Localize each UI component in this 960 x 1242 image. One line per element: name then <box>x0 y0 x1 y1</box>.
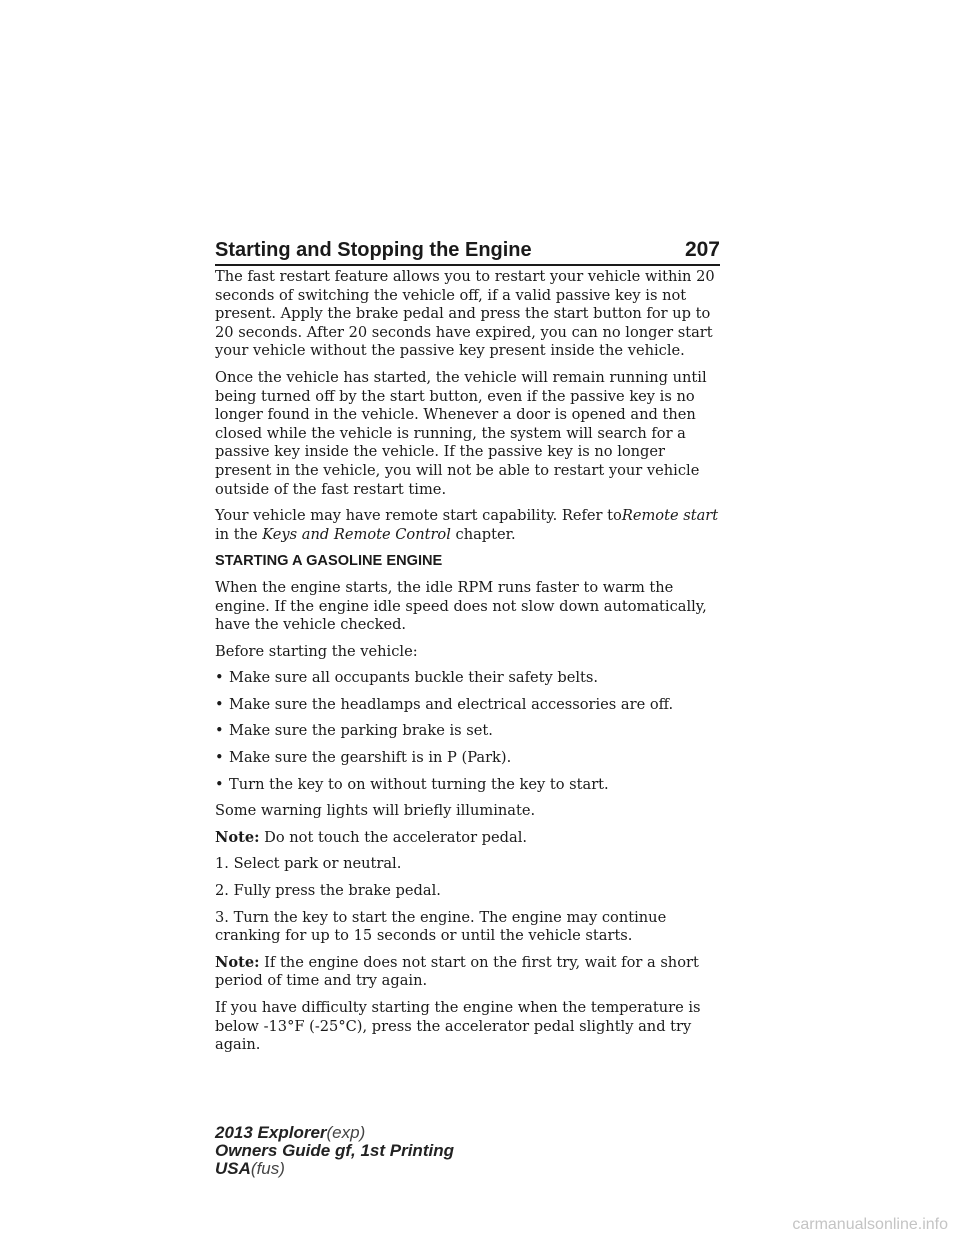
page-content <box>215 268 723 1063</box>
print-footer <box>215 1124 454 1178</box>
note-accelerator <box>215 829 723 848</box>
bullet-text: Make sure the parking brake is set. <box>229 722 493 740</box>
list-item <box>215 696 723 715</box>
footer-guide: Owners Guide gf, 1st Printing <box>215 1141 454 1160</box>
paragraph-before-starting: Before starting the vehicle: <box>215 642 418 660</box>
footer-model-code: (exp) <box>326 1123 366 1142</box>
footer-line-3 <box>215 1160 454 1178</box>
paragraph-passive-key: Once the vehicle has started, the vehicle will remain running until being turned off by the start button, even if the passive key is no longer found in the vehicle. Whenever a door is opened and then closed while the vehicle is running, the system will search for a passive key inside the vehicle. If the passive key is no longer present in the vehicle, you will not be able to restart your vehicle outside of the fast restart time. <box>215 368 707 498</box>
footer-market-code: (fus) <box>250 1159 285 1178</box>
bullet-marker: • <box>215 722 224 740</box>
list-item <box>215 776 723 795</box>
note-text: Do not touch the accelerator pedal. <box>259 828 528 846</box>
footer-line-1 <box>215 1124 454 1142</box>
list-item <box>215 722 723 741</box>
bullet-marker: • <box>215 749 224 767</box>
note-label: Note: <box>215 953 260 971</box>
bullet-marker: • <box>215 775 224 793</box>
paragraph-warning-lights: Some warning lights will briefly illuminate. <box>215 802 536 820</box>
bullet-text: Make sure the headlamps and electrical accessories are off. <box>229 695 674 713</box>
bullet-marker: • <box>215 669 224 687</box>
list-item <box>215 749 723 768</box>
page-number: 207 <box>684 238 720 261</box>
paragraph-remote-start <box>215 507 723 544</box>
remote-start-text-c: chapter. <box>450 525 516 543</box>
remote-start-text-b: in the <box>215 525 258 543</box>
step-3: 3. Turn the key to start the engine. The engine may continue cranking for up to 15 seconds or until the vehicle starts. <box>215 908 667 945</box>
bullet-marker: • <box>215 695 224 713</box>
bullet-text: Make sure the gearshift is in P (Park). <box>229 749 512 767</box>
paragraph-cold-start: If you have difficulty starting the engine when the temperature is below -13°F (-25°C), press the accelerator pedal slightly and try again. <box>215 999 701 1054</box>
chapter-title: Starting and Stopping the Engine <box>215 239 532 261</box>
remote-start-ref: Remote start <box>621 507 719 525</box>
paragraph-fast-restart: The fast restart feature allows you to restart your vehicle within 20 seconds of switching the vehicle off, if a valid passive key is not present. Apply the brake pedal and press the start button for up to 20 seconds. After 20 seconds have expired, you can no longer start your vehicle without the passive key present inside the vehicle. <box>215 268 715 360</box>
footer-model: 2013 Explorer <box>215 1123 327 1142</box>
note-retry <box>215 954 723 991</box>
note-text: If the engine does not start on the first try, wait for a short period of time and try again. <box>215 953 699 990</box>
list-item <box>215 669 723 688</box>
note-label: Note: <box>215 828 260 846</box>
watermark: carmanualsonline.info <box>792 1216 948 1233</box>
footer-market: USA <box>215 1159 251 1178</box>
remote-start-text-a: Your vehicle may have remote start capability. Refer to <box>215 507 622 525</box>
bullet-text: Turn the key to on without turning the key to start. <box>229 775 609 793</box>
step-1: 1. Select park or neutral. <box>215 855 402 873</box>
paragraph-idle-rpm: When the engine starts, the idle RPM runs faster to warm the engine. If the engine idle speed does not slow down automatically, have the vehicle checked. <box>215 578 707 634</box>
keys-remote-ref: Keys and Remote Control <box>262 525 451 543</box>
footer-line-2 <box>215 1142 454 1160</box>
section-heading: STARTING A GASOLINE ENGINE <box>215 553 443 570</box>
page-header <box>215 228 720 266</box>
bullet-text: Make sure all occupants buckle their safety belts. <box>229 669 599 687</box>
step-2: 2. Fully press the brake pedal. <box>215 882 441 900</box>
